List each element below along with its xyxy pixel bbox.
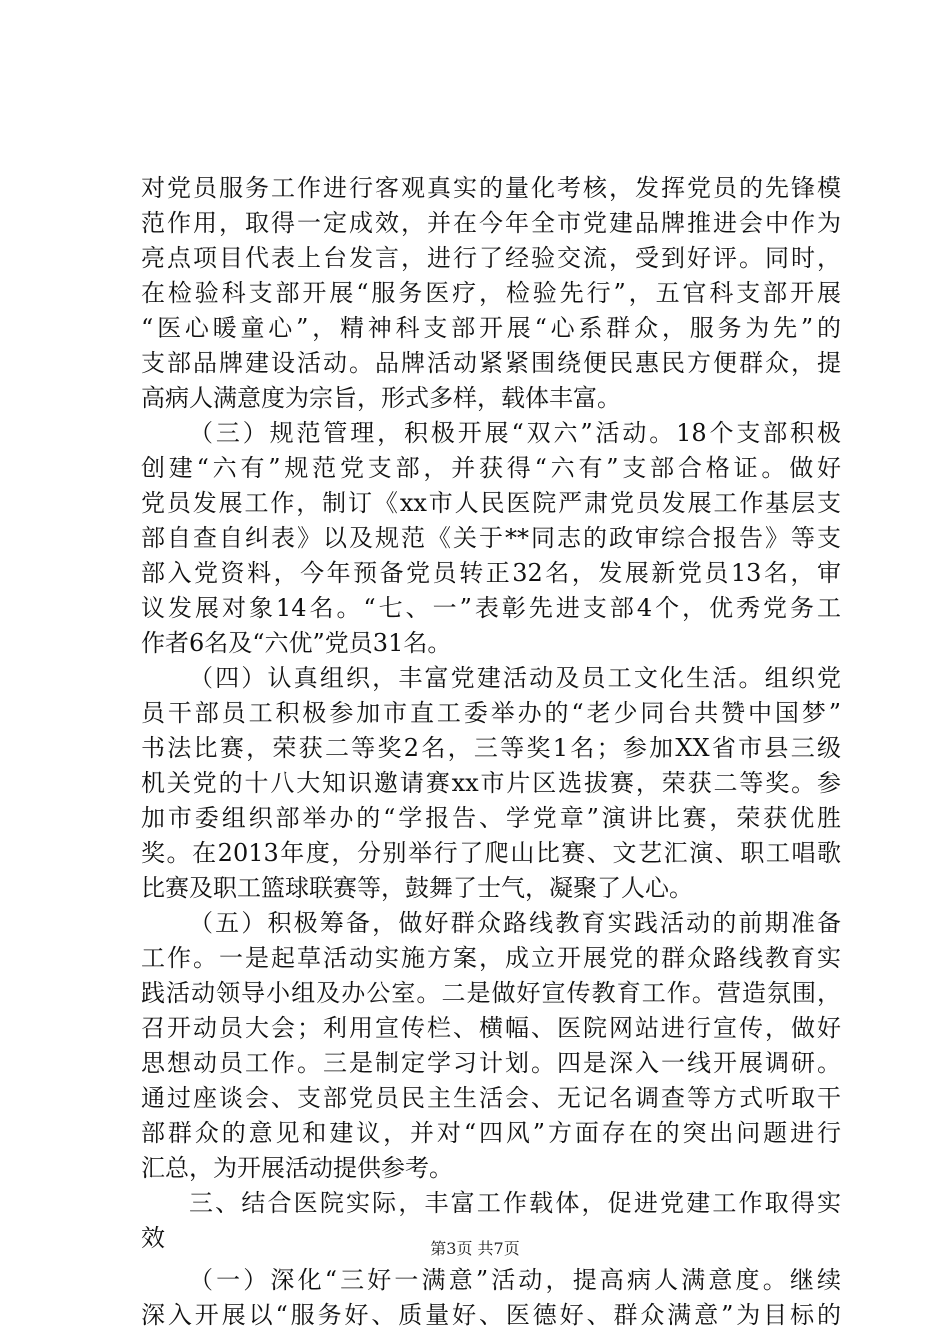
section-heading-line: 效: [141, 1224, 165, 1252]
text-line: 范作用，取得一定成效，并在今年全市党建品牌推进会中作为: [141, 209, 841, 237]
text-line: （三）规范管理，积极开展“双六”活动。18个支部积极: [189, 419, 841, 447]
text-line: 议发展对象14名。“七、一”表彰先进支部4个，优秀党务工: [141, 594, 841, 622]
text-line: 在检验科支部开展“服务医疗，检验先行”，五官科支部开展: [141, 279, 841, 307]
text-line: 党员发展工作，制订《xx市人民医院严肃党员发展工作基层支: [141, 489, 841, 517]
text-line: 员干部员工积极参加市直工委举办的“老少同台共赞中国梦”: [141, 699, 841, 727]
text-line: 思想动员工作。三是制定学习计划。四是深入一线开展调研。: [141, 1049, 841, 1077]
page-number-footer: 第3页 共7页: [430, 1239, 520, 1258]
text-line: 工作。一是起草活动实施方案，成立开展党的群众路线教育实: [141, 944, 841, 972]
text-line: “医心暖童心”，精神科支部开展“心系群众，服务为先”的: [141, 314, 841, 342]
text-line: 汇总，为开展活动提供参考。: [141, 1154, 453, 1182]
text-line: 部自查自纠表》以及规范《关于**同志的政审综合报告》等支: [141, 524, 841, 552]
text-line: 对党员服务工作进行客观真实的量化考核，发挥党员的先锋模: [141, 174, 841, 202]
text-line: 创建“六有”规范党支部，并获得“六有”支部合格证。做好: [141, 454, 841, 482]
text-line: 亮点项目代表上台发言，进行了经验交流，受到好评。同时，: [141, 244, 841, 272]
text-line: 加市委组织部举办的“学报告、学党章”演讲比赛，荣获优胜: [141, 804, 841, 832]
document-body: [141, 171, 841, 1333]
text-line: 奖。在2013年度，分别举行了爬山比赛、文艺汇演、职工唱歌: [141, 839, 841, 867]
text-line: 机关党的十八大知识邀请赛xx市片区选拔赛，荣获二等奖。参: [141, 769, 841, 797]
text-line: 召开动员大会；利用宣传栏、横幅、医院网站进行宣传，做好: [141, 1014, 841, 1042]
text-line: 书法比赛，荣获二等奖2名，三等奖1名；参加XX省市县三级: [141, 734, 841, 762]
text-line: 作者6名及“六优”党员31名。: [141, 629, 452, 657]
section-heading-line: 三、结合医院实际，丰富工作载体，促进党建工作取得实: [189, 1189, 841, 1217]
text-line: （四）认真组织，丰富党建活动及员工文化生活。组织党: [189, 664, 841, 692]
text-line: （一）深化“三好一满意”活动，提高病人满意度。继续: [189, 1266, 841, 1294]
text-line: 高病人满意度为宗旨，形式多样，载体丰富。: [141, 384, 621, 412]
text-line: 部入党资料，今年预备党员转正32名，发展新党员13名，审: [141, 559, 841, 587]
text-line: 部群众的意见和建议，并对“四风”方面存在的突出问题进行: [141, 1119, 841, 1147]
text-line: 支部品牌建设活动。品牌活动紧紧围绕便民惠民方便群众，提: [141, 349, 841, 377]
text-line: 比赛及职工篮球联赛等，鼓舞了士气，凝聚了人心。: [141, 874, 693, 902]
text-line: 践活动领导小组及办公室。二是做好宣传教育工作。营造氛围，: [141, 979, 841, 1007]
text-line: （五）积极筹备，做好群众路线教育实践活动的前期准备: [189, 909, 841, 937]
text-line: 通过座谈会、支部党员民主生活会、无记名调查等方式听取干: [141, 1084, 841, 1112]
text-line: 深入开展以“服务好、质量好、医德好、群众满意”为目标的: [141, 1301, 841, 1329]
